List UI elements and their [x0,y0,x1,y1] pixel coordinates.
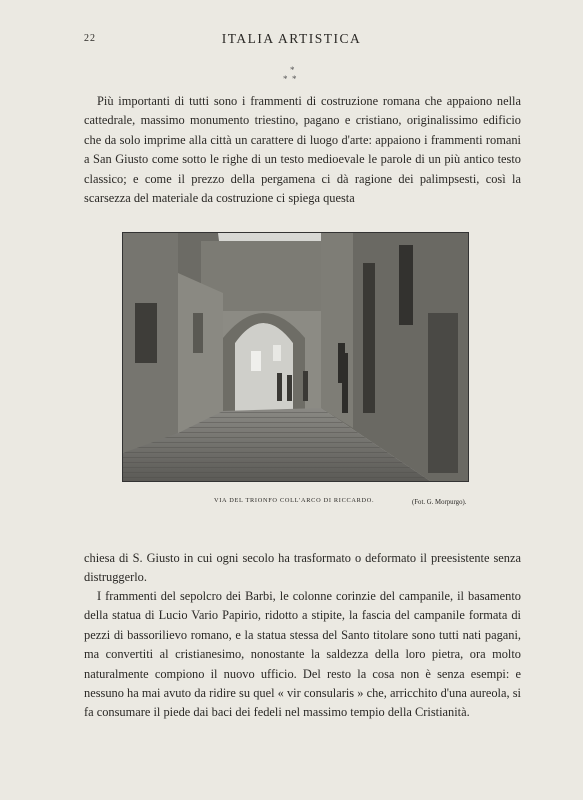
paragraph-3: I frammenti del sepolcro dei Barbi, le colonne corinzie del campanile, il basamento della statua di Lucio Vario Papirio, ridotto a stipite, la fascia del campanile formata di pezzi di bassorilievo romano, e la statua stessa del Santo titolare sono tutti nati pagani, ma convertiti al cristianesimo, nonostante la saldezza della loro pietra, ora molto naturalmente compiono il nuovo ufficio. Del resto la cosa non è senza esempi: e nessuno ha mai avuto da ridire su quel « vir consularis » che, arricchito d'una aureola, si fa consumare il piede dai baci dei fedeli nel massimo tempio della Cristianità. [84,589,521,720]
figure-caption: VIA DEL TRIONFO COLL'ARCO DI RICCARDO. [214,497,375,504]
page-number: 22 [84,33,96,44]
paragraph-1: Più importanti di tutti sono i frammenti di costruzione romana che appaiono nella cattedrale, massimo monumento triestino, pagano e cristiano, originalissimo edificio che da solo imprime alla città un carattere di luogo d'arte: appaiono i frammenti romani a San Giusto come sotto le righe di un testo medioevale le parole di un più antico testo classico; e come il prezzo della pergamena ci dà ragione dei palimpsesti, così la scarsezza del materiale da costruzione ci spiega questa [84,94,521,206]
paragraph-2: chiesa di S. Giusto in cui ogni secolo ha trasformato o deformato il preesistente senza distruggerlo. [84,551,521,585]
running-title: ITALIA ARTISTICA [221,31,362,46]
photo-credit: (Fot. G. Morpurgo). [412,499,467,506]
arch-of-riccardo-photo [122,232,469,482]
asterism-ornament: * * * [283,65,297,84]
